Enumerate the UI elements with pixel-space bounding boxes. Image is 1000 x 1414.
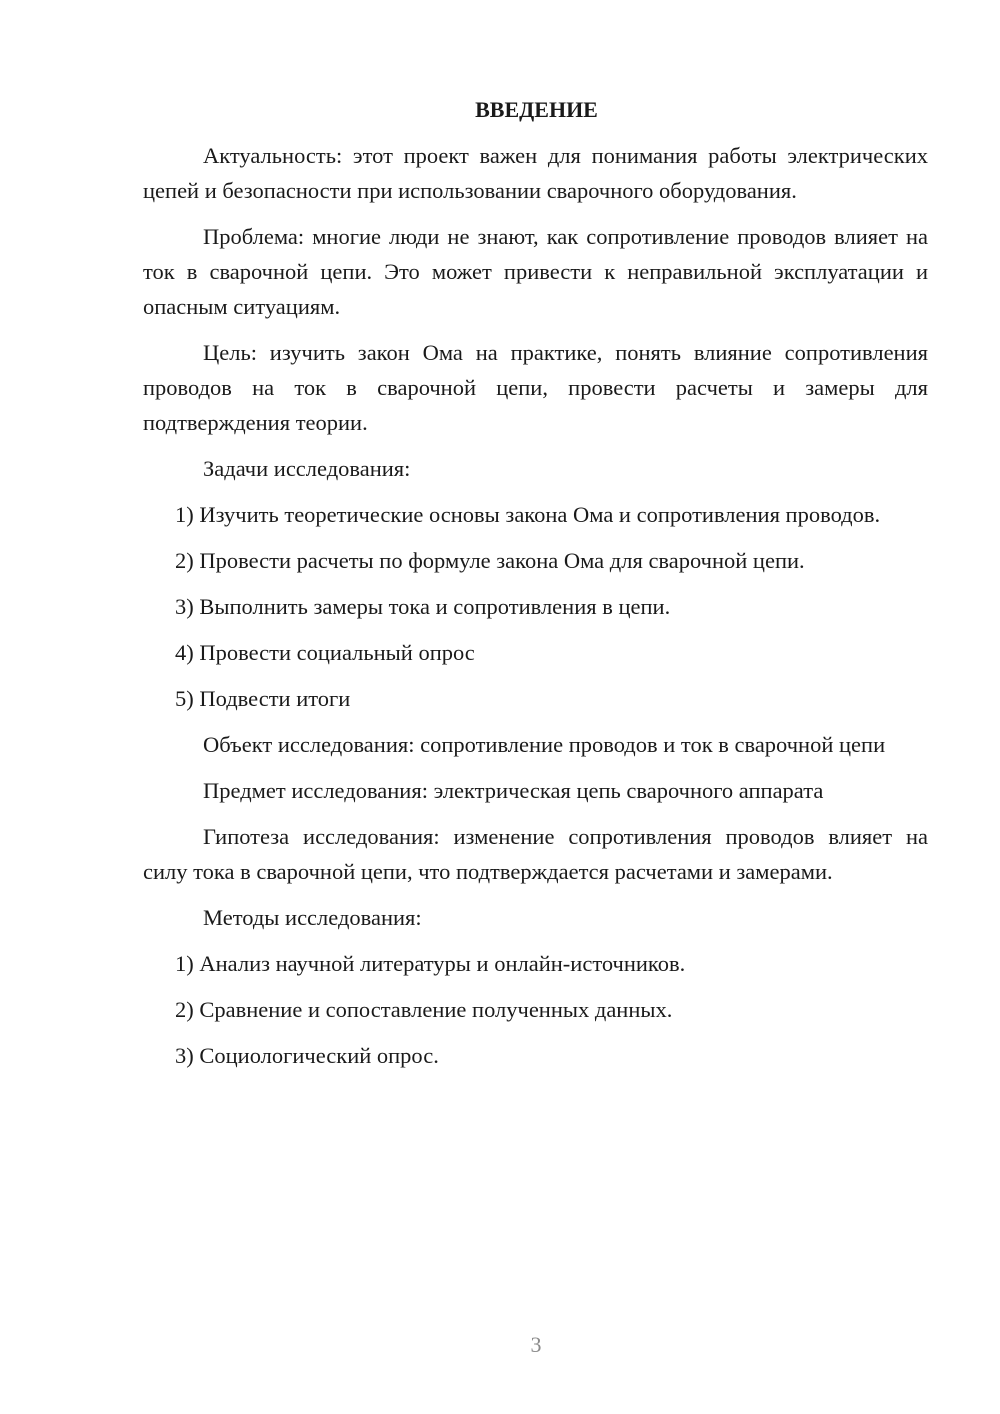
problem-paragraph: Проблема: многие люди не знают, как сопротивление проводов влияет на ток в сварочной цепи. Это может привести к неправильной эксплуатации и опасным ситуациям. xyxy=(143,224,928,319)
hypothesis-paragraph: Гипотеза исследования: изменение сопротивления проводов влияет на силу тока в сварочной цепи, что подтверждается расчетами и замерами. xyxy=(143,824,928,884)
object-paragraph: Объект исследования: сопротивление проводов и ток в сварочной цепи xyxy=(203,732,886,757)
document-page xyxy=(143,92,928,1084)
section-title: ВВЕДЕНИЕ xyxy=(475,97,598,122)
page-number: 3 xyxy=(530,1332,542,1357)
task-item-5: 5) Подвести итоги xyxy=(175,686,351,711)
method-item-3: 3) Социологический опрос. xyxy=(175,1043,439,1068)
task-item-1: 1) Изучить теоретические основы закона Ома и сопротивления проводов. xyxy=(175,502,881,527)
tasks-heading: Задачи исследования: xyxy=(203,456,411,481)
relevance-paragraph: Актуальность: этот проект важен для понимания работы электрических цепей и безопасности при использовании сварочного оборудования. xyxy=(143,143,928,203)
subject-paragraph: Предмет исследования: электрическая цепь сварочного аппарата xyxy=(203,778,824,803)
goal-paragraph: Цель: изучить закон Ома на практике, понять влияние сопротивления проводов на ток в сварочной цепи, провести расчеты и замеры для подтверждения теории. xyxy=(143,340,928,435)
method-item-1: 1) Анализ научной литературы и онлайн-источников. xyxy=(175,951,686,976)
methods-heading: Методы исследования: xyxy=(203,905,422,930)
task-item-2: 2) Провести расчеты по формуле закона Ома для сварочной цепи. xyxy=(175,548,805,573)
method-item-2: 2) Сравнение и сопоставление полученных данных. xyxy=(175,997,673,1022)
task-item-4: 4) Провести социальный опрос xyxy=(175,640,475,665)
task-item-3: 3) Выполнить замеры тока и сопротивления в цепи. xyxy=(175,594,671,619)
